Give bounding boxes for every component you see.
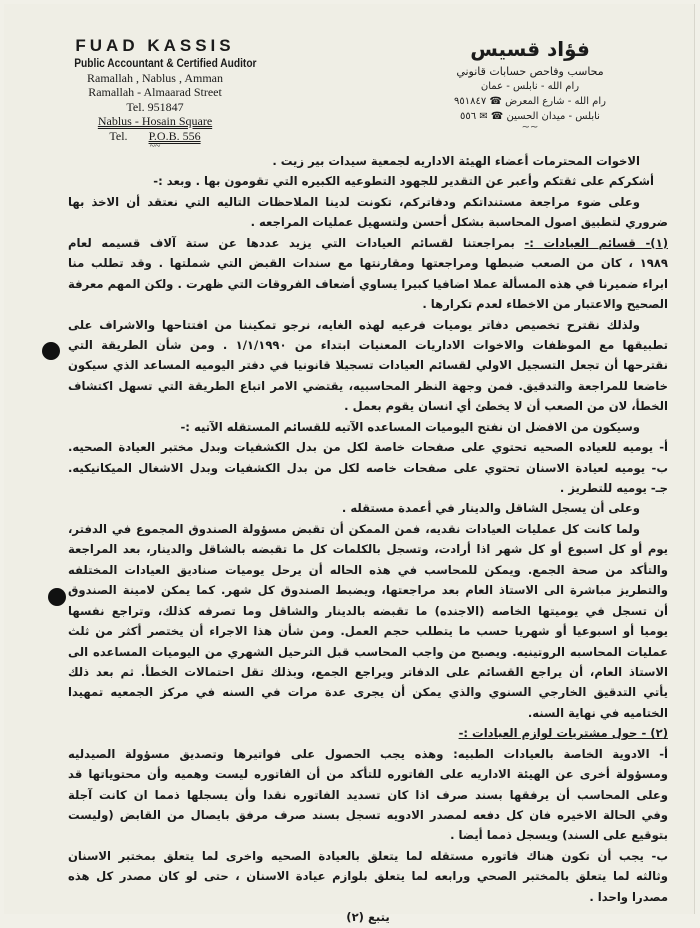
body-line: وفي الحالة الاخيره فان كل دفعه لمصدر الادويه تسجل بسند صرف مرفق بايصال من القابض (وليست (68, 808, 668, 822)
letterhead-english (60, 36, 257, 152)
letterhead-pob-en: P.O.B. 556 (148, 128, 201, 143)
body-line: مصدرا واحدا . (589, 889, 668, 904)
section-2-heading: (٢) - حول مشتريات لوازم العيادات :- (458, 726, 668, 741)
body-line: الختاميه في نهاية السنه. (527, 705, 668, 720)
body-line: أشكركم على ثقتكم وأعبر عن التقدير للجهود التطوعيه الكبيره التي تقومون بها . وبعد :- (153, 174, 654, 189)
continued-footer: يتبع (٢) (346, 910, 390, 925)
body-line: وثالثه لما يتعلق بالمختبر الصحي ورابعه لما يتعلق بلوازم عيادة الاسنان ، حتى لو كان مصدر كل هذه (68, 869, 668, 884)
body-line: الصحيح والاعتبار من الاخطاء لعدم تكرارها . (422, 297, 668, 312)
letterhead-tel2-label: Tel. (109, 128, 128, 143)
body-line: عمليات المحاسبه الروتينيه. ويصبح من واجب المحاسب قبل الترحيل الشهري من اليوميات المساعده الى (68, 644, 668, 659)
body-line: ابراء ضميرنا في هذه المسألة عملا اضافيا كبيرا يساوي أضعاف الفروقات التي ظهرت . ولكن المهم معرفة (68, 276, 668, 291)
section-2-line (68, 723, 668, 743)
list-item: أ- يوميه للعياده الصحيه تحتوي على صفحات خاصة لكل من بدل الكشفيات وبدل مختبر العيادة الصحيه. (68, 440, 668, 455)
punch-hole (42, 342, 60, 360)
body-line: وعلى ضوء مراجعة مستنداتكم ودفاتركم، تكونت لدينا الملاحظات التاليه التي نعتقد أن الاخذ بها (68, 194, 640, 209)
body-line: يوم أو كل اسبوع أو كل شهر اذا أرادت، وتسجل بالكلمات كل ما تقبضه بالشاقل والدينار، بعد المراجعة (68, 542, 668, 557)
letterhead-title-ar: محاسب وفاحص حسابات قانوني (456, 65, 604, 78)
body-line: خاضعا للمراجعة والتدقيق. فمن وجهة النظر المحاسبيه، يقتضي الامر اتباع الطريقة التي تسهل اكتشاف (68, 378, 668, 393)
body-line: والتأكد من صحة الجمع. ويمكن للمحاسب في هذه الحاله أن يرحل يوميات صناديق العيادات المختلفه (68, 562, 668, 577)
body-line: وعلى أن يسجل الشاقل والدينار في أعمدة مستقله . (341, 501, 640, 516)
body-line: ولذلك نقترح تخصيص دفاتر يوميات فرعيه لهذه الغايه، نرجو تمكيننا من افتتاحها والاشراف على (68, 317, 640, 332)
body-line: أن تسجل في يوميتها الخاصه (الاجنده) ما تقبضه بالدينار والشاقل وما تصرفه كذلك، وتراجع نفسها (68, 603, 668, 618)
letterhead-name-ar: فؤاد قسيس (470, 37, 590, 61)
body-line: يوميا أو اسبوعيا أو شهريا حسب ما يتطلب حجم العمل. ومن شأن هذا الاجراء أن يختصر أكثر من ثلث (68, 624, 668, 639)
body-line: يأتي التدقيق الخارجي السنوي والذي يمكن أن يجرى عدة مرات في السنه في مركز الجمعيه تمهيدا (68, 685, 668, 700)
letterhead-tel1-en: Tel. 951847 (126, 99, 184, 114)
list-item: أ- الادوية الخاصة بالعيادات الطبيه: وهذه يجب الحصول على فواتيرها وتصديق مسؤولة الصيدليه (68, 746, 668, 761)
letterhead-title-en: Public Accountant & Certified Auditor (74, 56, 257, 70)
letterhead-cities-ar: رام الله - نابلس - عمان (480, 81, 580, 92)
letterhead-address2-ar: نابلس - ميدان الحسين ☎ ✉ ٥٥٦ (460, 111, 600, 122)
body-line: والتطريز مباشرة الى الاستاذ العام بعد مراجعتها، ويضبط الصندوق كل شهر. كما يمكن لامينة الصندوق (68, 583, 668, 598)
body-line: الاستاذ العام، أن يراجع القسائم على الدفاتر ويراجع الجمع، وبذلك تقل احتمالات الخطأ. ثم بعد ذلك (68, 664, 668, 679)
body-line: وسيكون من الافضل ان نفتح اليوميات المساعده الآتيه للقسائم المستقله الآتيه :- (180, 419, 640, 434)
tilde-ornament: ~~ (521, 122, 539, 133)
letterhead-address1-ar: رام الله - شارع المعرض ☎ ٩٥١٨٤٧ (454, 96, 606, 107)
body-line: تطبيقها مع الموظفات والاخوات الاداريات المعنيات ابتداء من ١/١/١٩٩٠ . ومن شأن الطريقة التي (68, 337, 668, 352)
list-item: ب- يجب أن تكون هناك فاتوره مستقله لما يتعلق بالعيادة الصحيه واخرى لما يتعلق بمختبر الاسنان (68, 848, 668, 863)
body-line: نقترحها أن تجعل التسجيل الاولي لقسائم العيادات تسجيلا قانونيا في دفتر اليوميه المساعد الذي سيكون (68, 358, 668, 373)
body-line: وعلى المحاسب أن يرفقها بسند صرف اذا كان تسديد الفاتوره نقدا وأن يسجلها ذمما ان كانت آجلة (68, 787, 668, 802)
tilde-ornament: ~~ (149, 141, 161, 152)
body-line: ١٩٨٩ ، كان من الصعب ضبطها ومراجعتها ومقارنتها مع سندات القبض التي شملتها . وقد تطلب منا (68, 256, 668, 271)
body-line: ولما كانت كل عمليات العيادات نقديه، فمن الممكن أن تقبض مسؤولة الصندوق المجموع في الدفتر، (68, 521, 640, 536)
section-1-line (68, 233, 668, 253)
letter-body (68, 151, 668, 928)
salutation: الاخوات المحترمات أعضاء الهيئة الاداريه لجمعية سيدات بير زيت . (272, 154, 640, 168)
letterhead-name-en: FUAD KASSIS (75, 36, 235, 55)
list-item: ب- يوميه لعيادة الاسنان تحتوي على صفحات خاصه لكل من بدل الكشفيات وبدل الاشغال الميكانيكيه. (68, 460, 668, 475)
body-line: بتوقيع على السند) ويسجل ذمما أيضا . (450, 828, 668, 843)
letterhead-address2-en: Nablus - Hosain Square (97, 114, 213, 128)
letterhead-address1-en: Ramallah - Almaarad Street (88, 85, 222, 99)
body-line: ضروري لتطبيق اصول المحاسبة بشكل أحسن ولتسهيل عمليات المراجعه . (250, 215, 668, 230)
list-item: جـ- يوميه للتطريز . (559, 481, 668, 495)
body-line: ومسؤولة أخرى عن الهيئة الاداريه على الفاتوره للتأكد من أن الفاتوره ليست وهميه وأن محتوياتها قد (68, 767, 668, 782)
letterhead-arabic (430, 34, 630, 132)
letterhead-cities-en: Ramallah , Nablus , Amman (87, 70, 223, 85)
body-text: بمراجعتنا لقسائم العيادات التي يزيد عددها عن ستة آلاف قسيمه لعام (68, 235, 525, 250)
body-line: الخطأ، لان من الصعب أن لا يخطئ أي انسان يقوم بعمل . (344, 399, 668, 414)
punch-hole (48, 588, 66, 606)
section-1-heading: (١)- قسائم العيادات :- (524, 235, 668, 250)
